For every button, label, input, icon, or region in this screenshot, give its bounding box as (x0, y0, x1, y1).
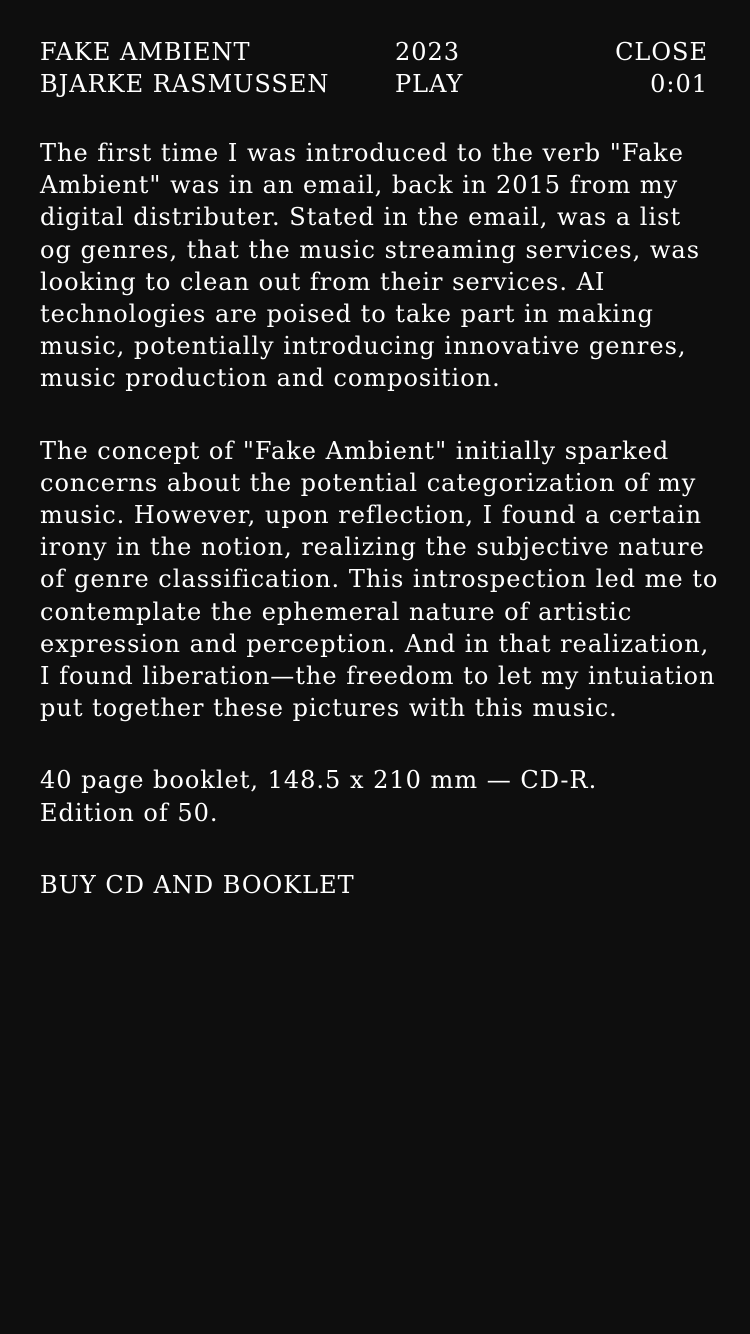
play-button[interactable]: PLAY (395, 70, 464, 98)
product-specs-line-1: 40 page booklet, 148.5 x 210 mm — CD-R. (40, 766, 598, 795)
product-specs (40, 764, 720, 828)
album-title: FAKE AMBIENT (40, 38, 251, 66)
header (40, 36, 708, 100)
description-paragraph-1: The first time I was introduced to the verb "Fake Ambient" was in an email, back in 2015 from my digital distributer. Stated in the email, was a list og genres, that the music streaming services, was looking to clean out from their services. AI technologies are poised to take part in making music, potentially introducing innovative genres, music production and composition. (40, 139, 701, 393)
release-year: 2023 (395, 38, 461, 66)
description (40, 137, 720, 901)
description-paragraph-2: The concept of "Fake Ambient" initially sparked concerns about the potential categorization of my music. However, upon reflection, I found a certain irony in the notion, realizing the subjective nature of genre classification. This introspection led me to contemplate the ephemeral nature of artistic expression and perception. And in that realization, I found liberation—the freedom to let my intuiation put together these pictures with this music. (40, 436, 719, 723)
close-button[interactable]: CLOSE (615, 38, 708, 66)
playback-time: 0:01 (650, 70, 708, 98)
product-specs-line-2: Edition of 50. (40, 798, 219, 827)
artist-name: BJARKE RASMUSSEN (40, 70, 330, 98)
buy-cd-button[interactable]: BUY CD AND BOOKLET (40, 870, 355, 899)
